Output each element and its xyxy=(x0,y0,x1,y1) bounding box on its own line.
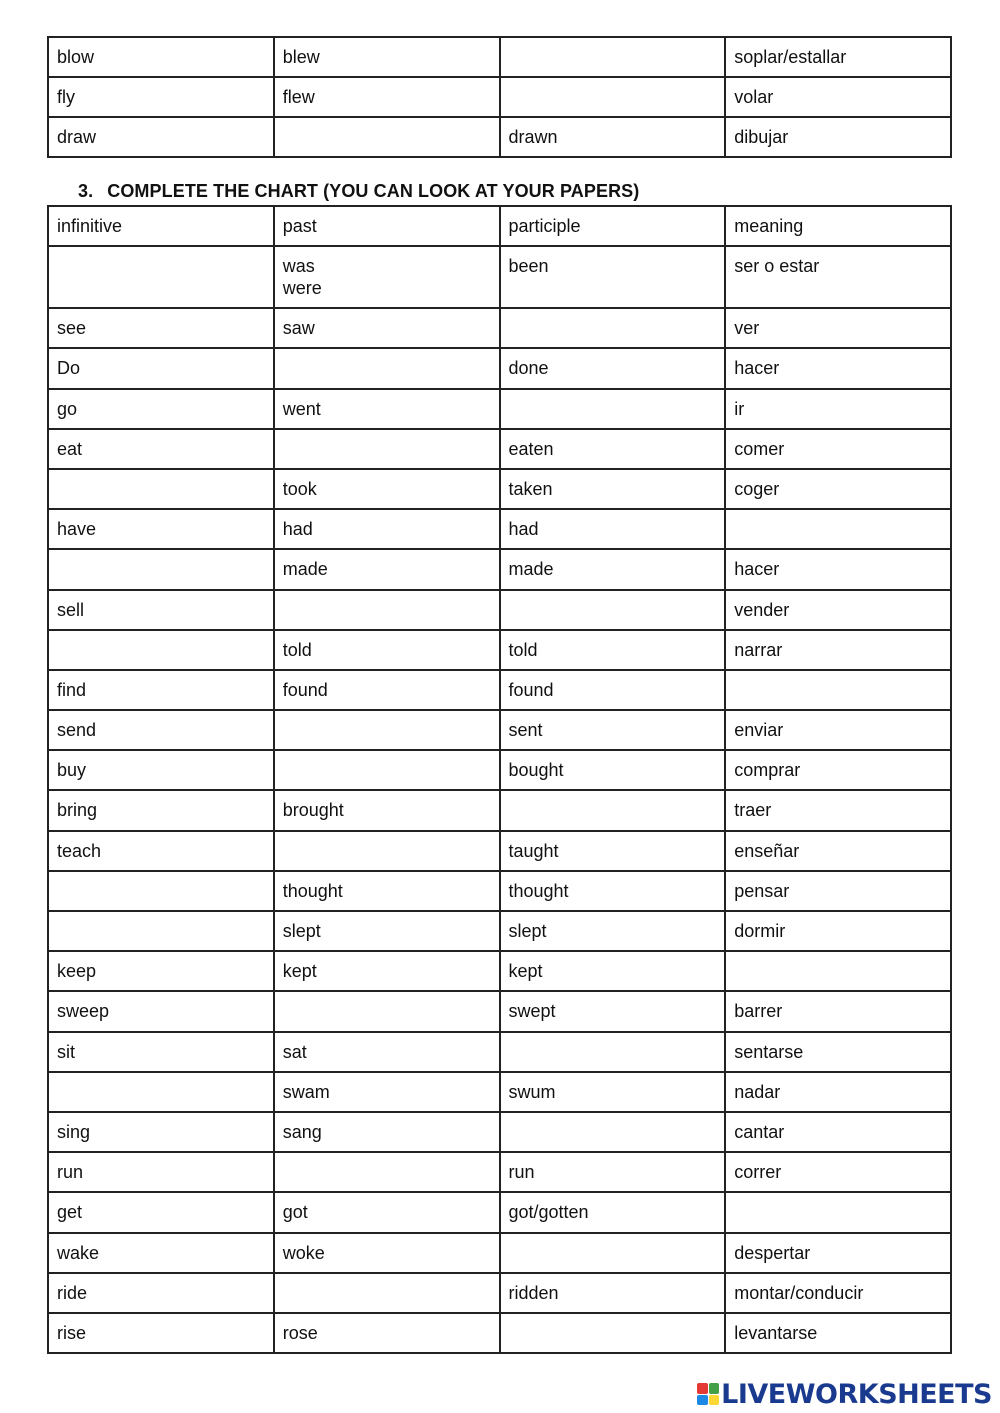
table-row xyxy=(48,117,951,157)
section-number: 3. xyxy=(78,181,94,201)
table-cell: kept xyxy=(500,951,726,991)
table-cell: run xyxy=(500,1152,726,1192)
table-cell: went xyxy=(274,389,500,429)
table-cell: see xyxy=(48,308,274,348)
table-cell: nadar xyxy=(725,1072,951,1112)
table-cell: volar xyxy=(725,77,951,117)
table-cell: ridden xyxy=(500,1273,726,1313)
logo-mark-icon xyxy=(697,1383,719,1405)
table-cell xyxy=(274,348,500,388)
table-cell: woke xyxy=(274,1233,500,1273)
table-cell: ir xyxy=(725,389,951,429)
table-cell xyxy=(725,951,951,991)
table-cell: draw xyxy=(48,117,274,157)
table-cell: saw xyxy=(274,308,500,348)
table-cell: enviar xyxy=(725,710,951,750)
table-row xyxy=(48,1072,951,1112)
table-cell: comer xyxy=(725,429,951,469)
table-cell: taken xyxy=(500,469,726,509)
table-cell: took xyxy=(274,469,500,509)
table-cell: hacer xyxy=(725,348,951,388)
table-cell: vender xyxy=(725,590,951,630)
table-cell: brought xyxy=(274,790,500,830)
table-cell: taught xyxy=(500,831,726,871)
table-cell: slept xyxy=(500,911,726,951)
table-cell: coger xyxy=(725,469,951,509)
table-cell: made xyxy=(500,549,726,589)
table-cell: rose xyxy=(274,1313,500,1353)
table-cell xyxy=(500,389,726,429)
table-cell: eat xyxy=(48,429,274,469)
table-cell xyxy=(500,1313,726,1353)
table-cell: sang xyxy=(274,1112,500,1152)
logo-square-2 xyxy=(709,1383,720,1394)
section-title: COMPLETE THE CHART (YOU CAN LOOK AT YOUR PAPERS) xyxy=(107,181,640,201)
table-row xyxy=(48,348,951,388)
table-cell: get xyxy=(48,1192,274,1232)
table-cell: Do xyxy=(48,348,274,388)
table-row xyxy=(48,1152,951,1192)
table-row xyxy=(48,1192,951,1232)
table-cell: swept xyxy=(500,991,726,1031)
table-cell xyxy=(500,308,726,348)
table-cell: buy xyxy=(48,750,274,790)
table-cell xyxy=(274,590,500,630)
table-cell: slept xyxy=(274,911,500,951)
table-cell: correr xyxy=(725,1152,951,1192)
table-cell: traer xyxy=(725,790,951,830)
table-row xyxy=(48,911,951,951)
table-cell: sell xyxy=(48,590,274,630)
table-cell xyxy=(274,117,500,157)
table-cell: sweep xyxy=(48,991,274,1031)
table-cell xyxy=(48,246,274,308)
table-cell xyxy=(48,630,274,670)
table-cell: keep xyxy=(48,951,274,991)
table-row xyxy=(48,630,951,670)
section-heading xyxy=(78,181,639,202)
table-cell: rise xyxy=(48,1313,274,1353)
column-header: infinitive xyxy=(48,206,274,246)
table-cell: swum xyxy=(500,1072,726,1112)
table-cell: made xyxy=(274,549,500,589)
table-cell xyxy=(274,1152,500,1192)
table-row xyxy=(48,549,951,589)
logo-square-1 xyxy=(697,1383,708,1394)
table-cell: thought xyxy=(500,871,726,911)
table-cell: drawn xyxy=(500,117,726,157)
table-cell: sat xyxy=(274,1032,500,1072)
table-cell xyxy=(48,549,274,589)
table-row xyxy=(48,831,951,871)
logo-square-3 xyxy=(697,1395,708,1406)
table-cell xyxy=(48,469,274,509)
table-cell xyxy=(500,1032,726,1072)
table-cell: had xyxy=(500,509,726,549)
table-cell xyxy=(274,991,500,1031)
table-cell xyxy=(500,590,726,630)
table-cell: sing xyxy=(48,1112,274,1152)
verb-chart-table xyxy=(47,205,952,1354)
table-cell: pensar xyxy=(725,871,951,911)
table-cell: comprar xyxy=(725,750,951,790)
table-cell: sent xyxy=(500,710,726,750)
table-row xyxy=(48,246,951,308)
table-cell: barrer xyxy=(725,991,951,1031)
table-cell: send xyxy=(48,710,274,750)
table-cell: ser o estar xyxy=(725,246,951,308)
table-row xyxy=(48,1032,951,1072)
table-cell xyxy=(274,831,500,871)
table-row xyxy=(48,991,951,1031)
table-row xyxy=(48,750,951,790)
header-row xyxy=(48,206,951,246)
table-cell: eaten xyxy=(500,429,726,469)
table-cell: told xyxy=(274,630,500,670)
table-row xyxy=(48,77,951,117)
table-cell: thought xyxy=(274,871,500,911)
table-cell: levantarse xyxy=(725,1313,951,1353)
table-cell: montar/conducir xyxy=(725,1273,951,1313)
liveworksheets-logo xyxy=(697,1379,992,1409)
table-cell: swam xyxy=(274,1072,500,1112)
table-row xyxy=(48,469,951,509)
table-cell: hacer xyxy=(725,549,951,589)
table-cell: ver xyxy=(725,308,951,348)
table-cell: have xyxy=(48,509,274,549)
table-cell: got/gotten xyxy=(500,1192,726,1232)
table-cell: flew xyxy=(274,77,500,117)
table-cell: dormir xyxy=(725,911,951,951)
table-row xyxy=(48,670,951,710)
table-cell xyxy=(500,37,726,77)
table-cell: sit xyxy=(48,1032,274,1072)
table-row xyxy=(48,590,951,630)
table-cell: enseñar xyxy=(725,831,951,871)
table-cell xyxy=(48,871,274,911)
table-row xyxy=(48,308,951,348)
logo-text: LIVEWORKSHEETS xyxy=(721,1378,992,1410)
table-cell: narrar xyxy=(725,630,951,670)
table-row xyxy=(48,1112,951,1152)
table-cell: soplar/estallar xyxy=(725,37,951,77)
table-cell: blow xyxy=(48,37,274,77)
table-cell xyxy=(500,1233,726,1273)
table-cell xyxy=(274,429,500,469)
table-row xyxy=(48,710,951,750)
table-cell: sentarse xyxy=(725,1032,951,1072)
table-cell: run xyxy=(48,1152,274,1192)
table-cell xyxy=(48,911,274,951)
table-cell: been xyxy=(500,246,726,308)
table-cell: wake xyxy=(48,1233,274,1273)
logo-square-4 xyxy=(709,1395,720,1406)
table-cell: despertar xyxy=(725,1233,951,1273)
column-header: meaning xyxy=(725,206,951,246)
column-header: participle xyxy=(500,206,726,246)
table-cell xyxy=(274,1273,500,1313)
table-cell: cantar xyxy=(725,1112,951,1152)
table-cell: teach xyxy=(48,831,274,871)
table-cell xyxy=(274,750,500,790)
table-cell: was were xyxy=(274,246,500,308)
table-row xyxy=(48,429,951,469)
table-row xyxy=(48,871,951,911)
column-header: past xyxy=(274,206,500,246)
table-row xyxy=(48,509,951,549)
table-cell xyxy=(274,710,500,750)
table-cell xyxy=(500,1112,726,1152)
table-cell xyxy=(725,670,951,710)
table-cell xyxy=(725,509,951,549)
table-cell: found xyxy=(274,670,500,710)
table-cell: blew xyxy=(274,37,500,77)
table-cell: bought xyxy=(500,750,726,790)
table-cell: go xyxy=(48,389,274,429)
table-cell: ride xyxy=(48,1273,274,1313)
table-row xyxy=(48,1313,951,1353)
table-row xyxy=(48,951,951,991)
table-cell xyxy=(500,77,726,117)
table-cell: bring xyxy=(48,790,274,830)
table-row xyxy=(48,37,951,77)
table-cell: found xyxy=(500,670,726,710)
table-cell: fly xyxy=(48,77,274,117)
table-cell: done xyxy=(500,348,726,388)
table-cell: kept xyxy=(274,951,500,991)
table-cell xyxy=(725,1192,951,1232)
table-row xyxy=(48,790,951,830)
table-cell: told xyxy=(500,630,726,670)
top-verb-table xyxy=(47,36,952,158)
table-cell xyxy=(500,790,726,830)
table-row xyxy=(48,1273,951,1313)
table-cell: got xyxy=(274,1192,500,1232)
table-row xyxy=(48,1233,951,1273)
table-cell xyxy=(48,1072,274,1112)
table-row xyxy=(48,389,951,429)
table-cell: find xyxy=(48,670,274,710)
table-cell: dibujar xyxy=(725,117,951,157)
table-cell: had xyxy=(274,509,500,549)
